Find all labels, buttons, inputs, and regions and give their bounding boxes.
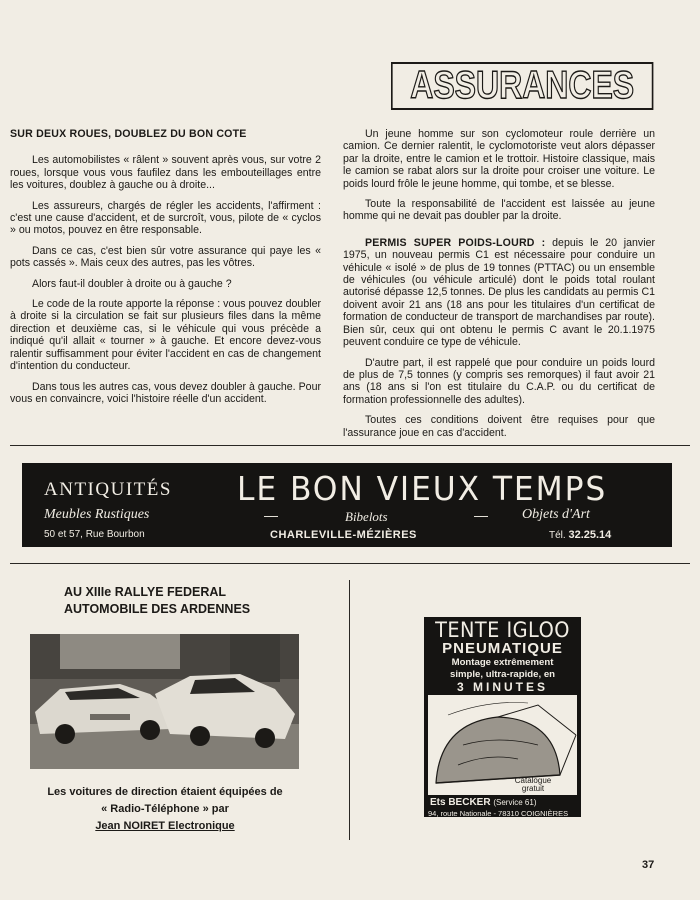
page-number: 37 — [642, 859, 655, 871]
divider — [10, 563, 690, 564]
igloo-text: simple, ultra-rapide, en — [449, 668, 556, 680]
shop-name: LE BON VIEUX TEMPS — [237, 469, 608, 508]
divider — [10, 445, 690, 446]
paragraph: D'autre part, il est rappelé que pour conduire un poids lourd de plus de 7,5 tonnes (y compris ses remorques) il faut avoir 21 ans (18 ans si l'on est titulaire du C.A.P. ou du certificat de formation professionnelle des adultes). — [343, 356, 655, 406]
company-name: Ets BECKER (Service 61) — [430, 797, 537, 808]
permis-text: depuis le 20 janvier 1975, un nouveau permis C1 est nécessaire pour conduire un véhicule « isolé » de plus de 19 tonnes (PTTAC) ou un ensemble de véhicules (ou véhicule articulé) dont le poids total roulant autorisé dépasse 12,5 tonnes. De plus les candidats au permis C1 doivent avoir 21 ans (18 ans pour les titulaires d'un certificat de formation de conducteur de transport de marchandises par route). Bien sûr, ceux qui ont obtenu le permis C avant le 20.1.1975 peuvent conduire ce type de véhicule. — [343, 236, 655, 349]
igloo-subtitle: PNEUMATIQUE — [442, 640, 563, 657]
igloo-text: Montage extrêmement — [451, 657, 554, 668]
paragraph: Les automobilistes « râlent » souvent après vous, sur votre 2 roues, lorsque vous vous faufilez dans les embouteillages entre les voitures, doublez à gauche ou à droite... — [10, 154, 321, 192]
antiques-label: ANTIQUITÉS — [44, 479, 172, 500]
shop-address: 50 et 57, Rue Bourbon — [44, 529, 145, 540]
rallye-title-line: AUTOMOBILE DES ARDENNES — [64, 602, 251, 616]
paragraph: Un jeune homme sur son cyclomoteur roule derrière un camion. Ce dernier ralentit, le cyclomotoriste veut alors dépasser par la droite, entre le camion et le trottoir. Histoire classique, mais le camion se rabat alors sur la droite pour croiser une voiture. Le poids lourd frôle le jeune homme, qui tombe, et se blesse. — [343, 128, 655, 190]
antiques-ad — [22, 463, 672, 547]
permis-lead: PERMIS SUPER POIDS-LOURD : — [365, 236, 546, 249]
paragraph: Dans ce cas, c'est bien sûr votre assurance qui paye les « pots cassés ». Mais ceux des autres, pas les vôtres. — [10, 244, 321, 270]
paragraph: Le code de la route apporte la réponse : vous pouvez doubler à droite si la circulation se fait sur plusieurs files dans la même direction et deuxième cas, si le véhicule qui vous précède a indiqué qu'il allait « tourner » à gauche. Et encore devez-vous ralentir suffisamment pour éviter l'accident en cas de changement d'intention du conducteur. — [10, 298, 321, 373]
rallye-cars-photo — [30, 634, 299, 769]
rallye-title-line: AU XIIIe RALLYE FEDERAL — [64, 585, 227, 599]
article-right-column — [343, 128, 655, 447]
dash: — — [264, 507, 278, 523]
caption-line: « Radio-Téléphone » par — [101, 803, 229, 815]
catalogue-label: Catalogue gratuit — [514, 776, 552, 793]
dash: — — [474, 507, 488, 523]
igloo-minutes: 3 MINUTES — [456, 680, 548, 694]
permis-paragraph — [343, 237, 655, 349]
paragraph: Les assureurs, chargés de régler les accidents, l'affirment : c'est une cause d'accident, et de surcroît, vous, pilote de « cyclos » ou motos, pouvez en être responsable. — [10, 199, 321, 237]
rallye-title — [64, 584, 264, 618]
article-heading: SUR DEUX ROUES, DOUBLEZ DU BON COTE — [10, 128, 247, 140]
rallye-caption — [20, 784, 310, 835]
section-title: ASSURANCES — [391, 62, 653, 110]
company-address: 94, route Nationale - 78310 COIGNIÈRES — [428, 809, 569, 817]
bibelots-label: Bibelots — [345, 509, 388, 524]
caption-line: Les voitures de direction étaient équipées de — [47, 786, 283, 798]
igloo-title: TENTE IGLOO — [435, 618, 570, 642]
shop-city: CHARLEVILLE-MÉZIÈRES — [270, 529, 417, 541]
caption-line: Jean NOIRET Electronique — [95, 820, 235, 832]
shop-phone: Tél. 32.25.14 — [549, 529, 612, 541]
objets-label: Objets d'Art — [522, 507, 590, 522]
column-divider — [349, 580, 350, 840]
igloo-tent-ad — [424, 617, 581, 817]
paragraph: Toute la responsabilité de l'accident est laissée au jeune homme qui ne devait pas doubler par la droite. — [343, 198, 655, 223]
paragraph: Toutes ces conditions doivent être requises pour que l'assurance joue en cas d'accident. — [343, 414, 655, 439]
furniture-label: Meubles Rustiques — [44, 507, 150, 522]
paragraph: Alors faut-il doubler à droite ou à gauche ? — [32, 277, 232, 290]
paragraph: Dans tous les autres cas, vous devez doubler à gauche. Pour vous en convaincre, voici l'histoire réelle d'un accident. — [10, 380, 321, 405]
article-left-column — [10, 128, 321, 413]
tent-illustration — [428, 695, 577, 795]
